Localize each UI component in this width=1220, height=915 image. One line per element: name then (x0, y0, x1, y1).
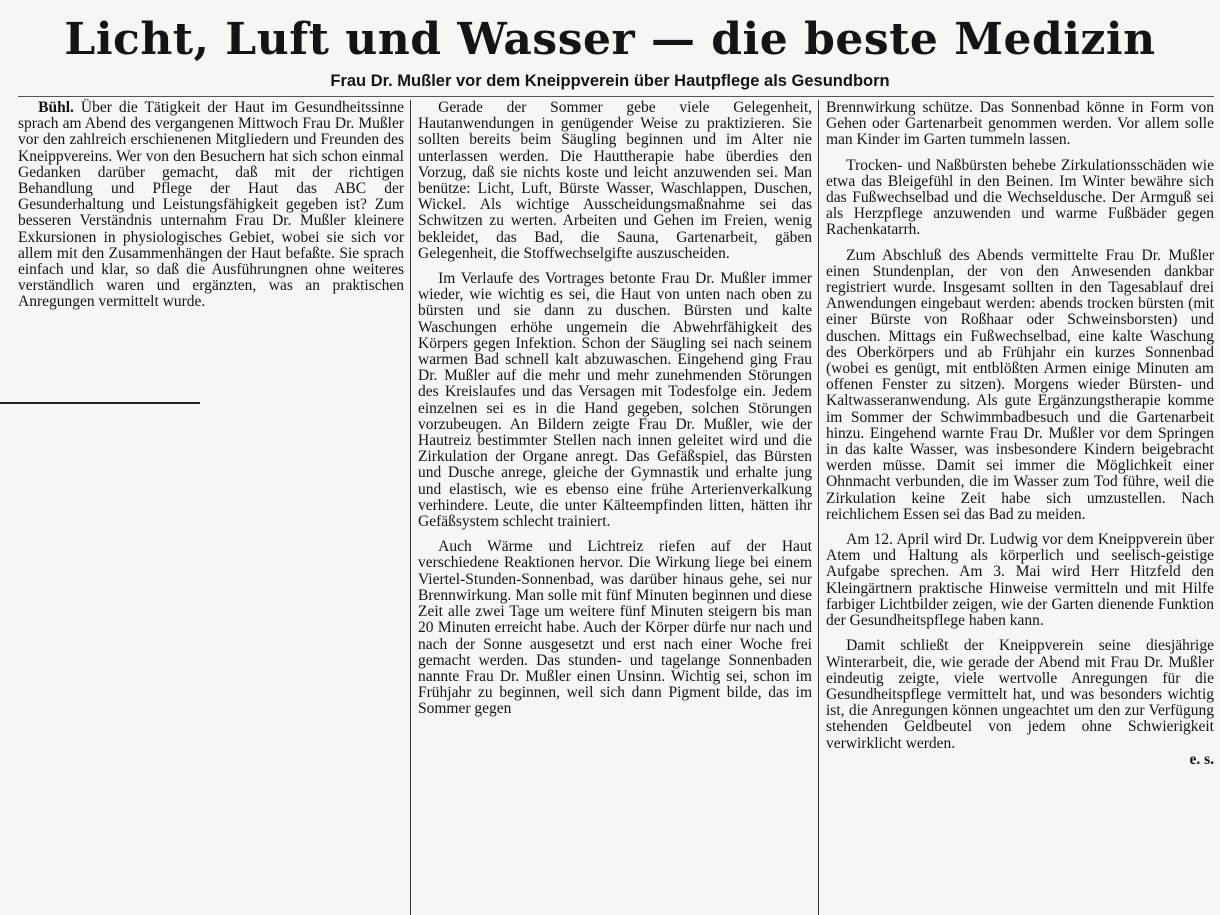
paragraph: Am 12. April wird Dr. Ludwig vor dem Kneippverein über Atem und Haltung als körperlich und seelisch-geistige Aufgabe sprechen. Am 3. Mai wird Herr Hitzfeld den Kleingärtnern praktische Hinweise vermitteln und mit Hilfe farbiger Lichtbilder zeigen, wie der Garten dienende Funktion der Gesundheitspflege haben kann. (826, 531, 1214, 630)
paragraph-text: Über die Tätigkeit der Haut im Gesundheitssinne sprach am Abend des vergangenen Mittwoch Frau Dr. Mußler vor den zahlreich erschienenen Mitgliedern und Freunden des Kneippvereins. Wer von den Besuchern hat sich schon einmal Gedanken darüber gemacht, daß mit der richtigen Behandlung und Pflege der Haut das ABC der Gesunderhaltung und Leistungsfähigkeit gegeben ist? Zum besseren Verständnis unternahm Frau Dr. Mußler kleinere Exkursionen in physiologisches Gebiet, wobei sie sich vor allem mit den Zusammenhängen der Haut befaßte. Sie sprach einfach und klar, so daß die Ausführungnen ohne weiteres verständlich waren und ergänzten, was an praktischen Anregungen vermittelt wurde. (18, 99, 404, 311)
dateline: Bühl. (38, 99, 74, 116)
article-column-1 (18, 100, 404, 311)
column-divider-1 (410, 100, 411, 915)
paragraph: Gerade der Sommer gebe viele Gelegenheit, Hautanwendungen in genügender Weise zu praktizieren. Sie sollten bereits beim Säugling beginnen und im Alter nie unterlassen werden. Die Hauttherapie habe überdies den Vorzug, daß sie nichts koste und leicht anzuwenden sei. Man benütze: Licht, Luft, Bürste Wasser, Waschlappen, Duschen, Wickel. Als wichtige Ausscheidungsmaßnahme sei das Schwitzen zu werten. Arbeiten und Gehen im Freien, wenig bekleidet, das Bad, die Sauna, Gartenarbeit, gäben Gelegenheit, die Stoffwechselgifte auszuscheiden. (418, 99, 812, 262)
article-end-rule (0, 402, 200, 404)
author-initials: e. s. (1189, 750, 1214, 768)
headline: Licht, Luft und Wasser — die beste Medizin (64, 14, 1156, 65)
paragraph: Damit schließt der Kneippverein seine diesjährige Winterarbeit, die, wie gerade der Abend mit Frau Dr. Mußler eindeutig zeigte, viele wertvolle Anregungen für die Gesundheitspflege vermittelt hat, und was besonders wichtig ist, die Anregungen können ungeachtet um den zur Verfügung stehenden Geldbeutel von jedem ohne Schwierigkeit verwirklicht werden. (826, 637, 1214, 752)
subheadline: Frau Dr. Mußler vor dem Kneippverein über Hautpflege als Gesundborn (330, 72, 890, 90)
paragraph (18, 100, 404, 311)
column-divider-2 (818, 100, 819, 915)
article-column-3 (826, 100, 1214, 768)
header-rule (18, 96, 1214, 97)
paragraph: Zum Abschluß des Abends vermittelte Frau Dr. Mußler einen Stundenplan, der von den Anwesenden dankbar registriert wurde. Insgesamt sollten in den Tagesablauf drei Anwendungen eingebaut werden: abends trocken bürsten (mit einer Bürste von Roßhaar oder Schweinsborsten) und duschen. Mittags ein Fußwechselbad, eine kalte Waschung des Oberkörpers und ab Frühjahr ein kurzes Sonnenbad (wobei es genügt, mit entblößten Armen einige Minuten am offenen Fenster zu sitzen). Morgens wieder Bürsten- und Kaltwasseranwendung. Als gute Ergänzungstherapie komme im Sommer der Schwimmbadbesuch und die Gartenarbeit hinzu. Eingehend warnte Frau Dr. Mußler vor dem Springen in das kalte Wasser, was insbesondere Kindern beigebracht werden müsse. Damit sei immer die Möglichkeit einer Ohnmacht verbunden, die im Wasser zum Tod führe, weil die Zirkulation keine Zeit habe sich umzustellen. Nach reichlichem Essen sei das Bad zu meiden. (826, 246, 1214, 523)
article-column-2 (418, 100, 812, 718)
paragraph: Im Verlaufe des Vortrages betonte Frau Dr. Mußler immer wieder, wie wichtig es sei, die Haut von unten nach oben zu bürsten und sie dann zu duschen. Bürsten und kalte Waschungen erhöhe ungemein die Abwehrfähigkeit des Körpers gegen Infektion. Schon der Säugling sei nach seinem warmen Bad schnell kalt abzuwaschen. Eingehend ging Frau Dr. Mußler auf die mehr und mehr zunehmenden Störungen des Kreislaufes und das Versagen mit Todesfolge ein. Jedem einzelnen sei es in die Hand gegeben, solchen Störungen vorzubeugen. An Bildern zeigte Frau Dr. Mußler, wie der Hautreiz bestimmter Stellen nach innen geleitet wird und die Zirkulation der Organe anregt. Das Gefäßspiel, das Bürsten und Dusche anrege, gleiche der Gymnastik und erhalte jung und elastisch, wie es ebenso eine frühe Arterienverkalkung verhindere. Leute, die unter Kälteempfinden litten, hätten ihr Gefäßsystem schlecht trainiert. (418, 270, 812, 531)
paragraph: Brennwirkung schütze. Das Sonnenbad könne in Form von Gehen oder Gartenarbeit genommen werden. Vor allem solle man Kinder im Garten tummeln lassen. (826, 99, 1214, 149)
paragraph: Auch Wärme und Lichtreiz riefen auf der Haut verschiedene Reaktionen hervor. Die Wirkung liege bei einem Viertel-Stunden-Sonnenbad, was darüber hinaus gehe, sei nur Brennwirkung. Man solle mit fünf Minuten beginnen und diese Zeit alle zwei Tage um weitere fünf Minuten steigern bis man 20 Minuten erreicht habe. Auch der Körper dürfe nur nach und nach der Sonne ausgesetzt und erst nach einer Woche frei gemacht werden. Das stunden- und tagelange Sonnenbaden nannte Frau Dr. Mußler einen Unsinn. Wichtig sei, schon im Frühjahr zu beginnen, weil sich dann Pigment bilde, das im Sommer gegen (418, 538, 812, 718)
paragraph: Trocken- und Naßbürsten behebe Zirkulationsschäden wie etwa das Bleigefühl in den Beinen. Im Winter bewähre sich das Fußwechselbad und die Wechseldusche. Der Armguß sei als Herzpflege anzuwenden und warme Fußbäder gegen Rachenkatarrh. (826, 156, 1214, 239)
